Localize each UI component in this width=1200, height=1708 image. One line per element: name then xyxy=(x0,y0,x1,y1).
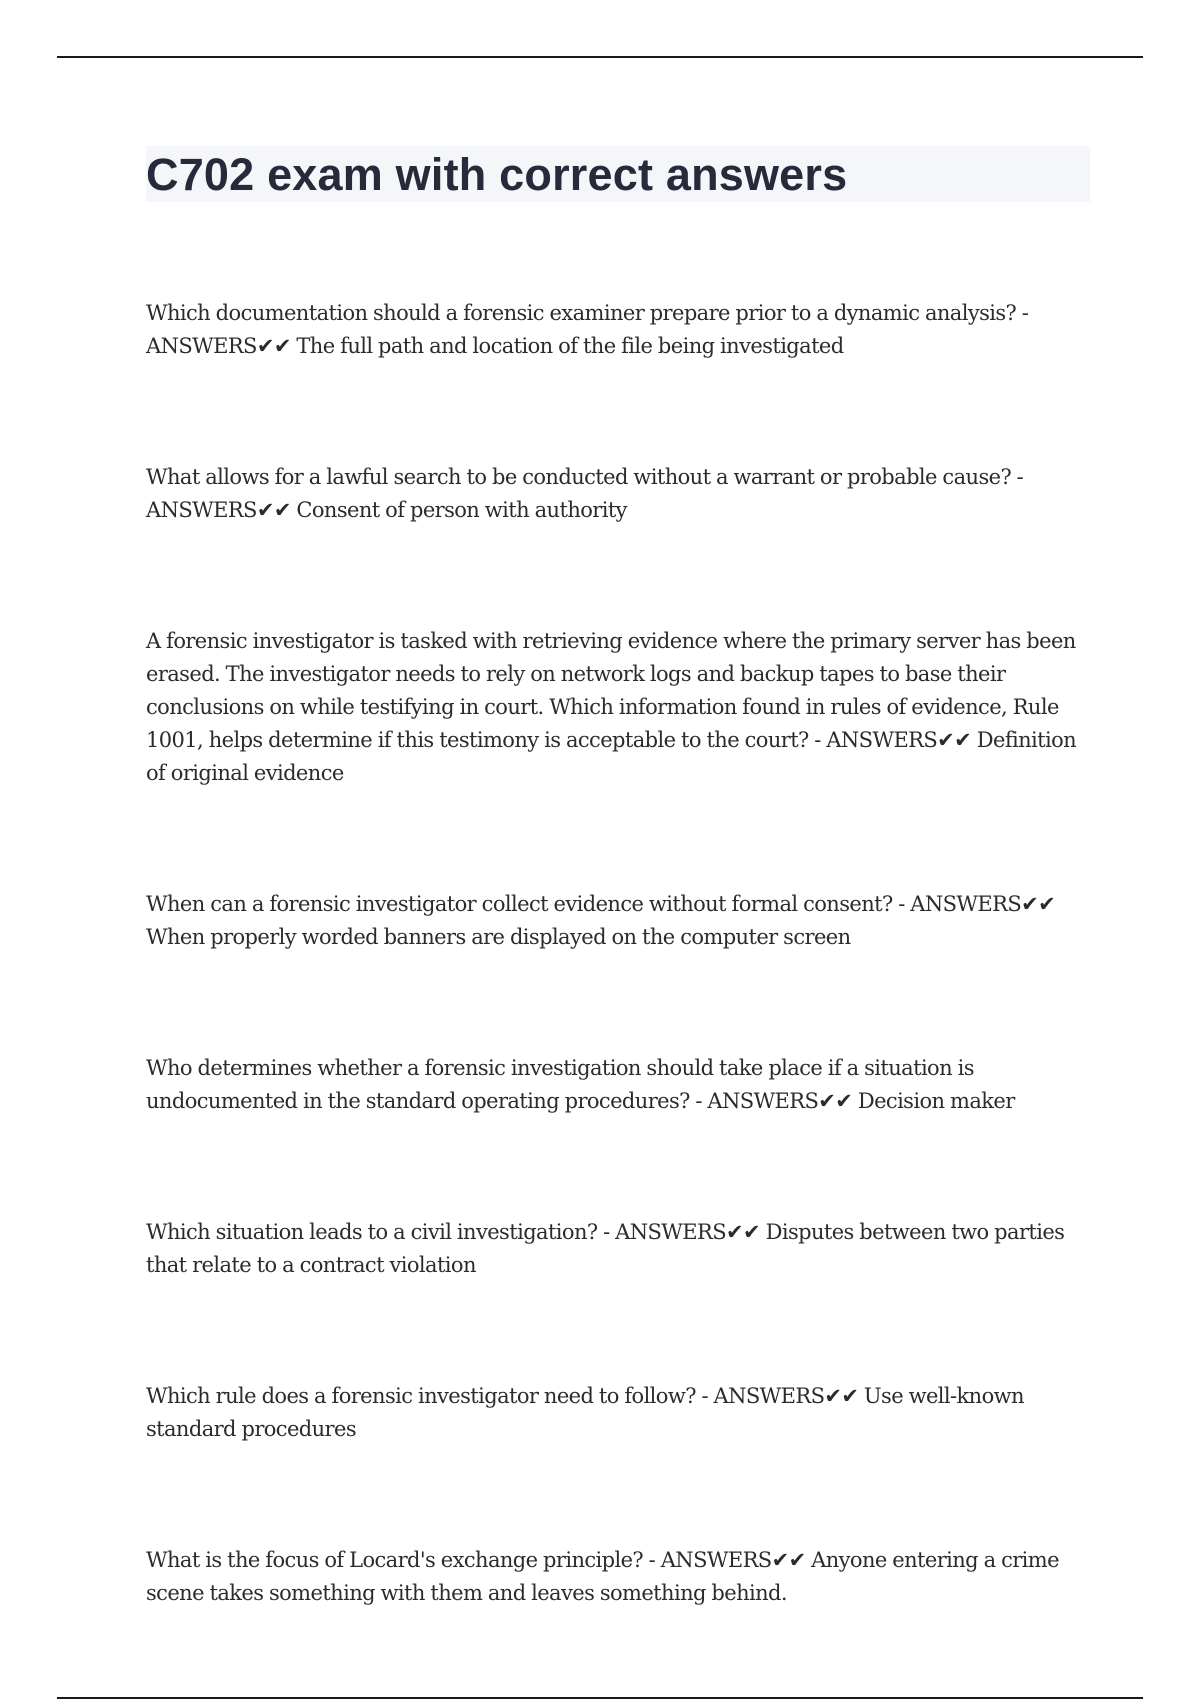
qa-item-4: When can a forensic investigator collect evidence without formal consent? - ANSWERS✔✔ When properly worded banners are displayed on the computer screen xyxy=(146,892,1056,949)
qa-item-3: A forensic investigator is tasked with retrieving evidence where the primary server has been erased. The investigator needs to rely on network logs and backup tapes to base their conclusions on while testifying in court. Which information found in rules of evidence, Rule 1001, helps determine if this testimony is acceptable to the court? - ANSWERS✔✔ Definition of original evidence xyxy=(146,629,1077,785)
qa-item-8: What is the focus of Locard's exchange principle? - ANSWERS✔✔ Anyone entering a crime scene takes something with them and leaves something behind. xyxy=(146,1548,1059,1605)
qa-item-5: Who determines whether a forensic investigation should take place if a situation is undocumented in the standard operating procedures? - ANSWERS✔✔ Decision maker xyxy=(146,1056,1015,1113)
qa-item-6: Which situation leads to a civil investigation? - ANSWERS✔✔ Disputes between two parties that relate to a contract violation xyxy=(146,1220,1065,1277)
page-title: C702 exam with correct answers xyxy=(146,148,848,200)
qa-item-7: Which rule does a forensic investigator need to follow? - ANSWERS✔✔ Use well-known standard procedures xyxy=(146,1384,1024,1441)
bottom-divider xyxy=(57,1697,1143,1699)
qa-list xyxy=(146,297,1096,1708)
top-divider xyxy=(57,56,1143,58)
qa-item-1: Which documentation should a forensic examiner prepare prior to a dynamic analysis? - ANSWERS✔✔ The full path and location of the file being investigated xyxy=(146,301,1029,358)
qa-item-2: What allows for a lawful search to be conducted without a warrant or probable cause? - ANSWERS✔✔ Consent of person with authority xyxy=(146,465,1024,522)
title-banner xyxy=(146,146,1090,202)
